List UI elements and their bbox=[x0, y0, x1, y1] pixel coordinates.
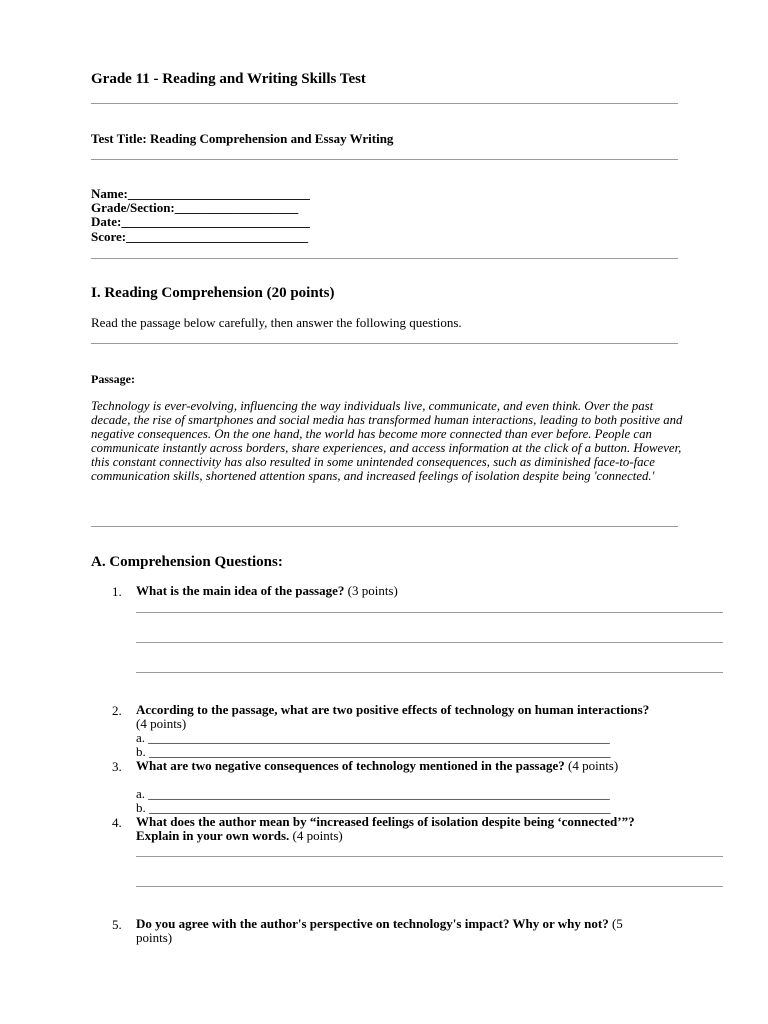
answer-line[interactable] bbox=[136, 856, 723, 857]
answer-line[interactable] bbox=[136, 642, 723, 643]
divider bbox=[91, 103, 678, 104]
question-2 bbox=[136, 703, 651, 731]
question-4 bbox=[136, 815, 636, 843]
answer-line[interactable] bbox=[136, 612, 723, 613]
section-heading: I. Reading Comprehension (20 points) bbox=[91, 285, 335, 301]
question-3 bbox=[136, 759, 656, 773]
answer-option-a[interactable]: a. _______________________________________________________________________ bbox=[136, 730, 610, 745]
document-title: Grade 11 - Reading and Writing Skills Test bbox=[91, 71, 366, 87]
question-number: 5. bbox=[112, 917, 122, 932]
divider bbox=[91, 343, 678, 344]
score-field[interactable]: Score:____________________________ bbox=[91, 229, 309, 244]
question-points: (4 points) bbox=[292, 828, 343, 843]
question-text: According to the passage, what are two positive effects of technology on human interactions? bbox=[136, 702, 650, 717]
answer-option-b[interactable]: b. _______________________________________________________________________ bbox=[136, 744, 611, 759]
answer-option-b[interactable]: b. _______________________________________________________________________ bbox=[136, 800, 611, 815]
question-text: What is the main idea of the passage? bbox=[136, 583, 345, 598]
passage-text: Technology is ever-evolving, influencing the way individuals live, communicate, and even think. Over the past decade, the rise of smartphones and social media has transformed human interactions, leading to both positive and negative consequences. On the one hand, the world has become more connected than ever before. People can communicate instantly across borders, share experiences, and access information at the click of a button. However, this constant connectivity has also resulted in some unintended consequences, such as diminished face-to-face communication skills, shortened attention spans, and increased feelings of isolation despite being 'connected.' bbox=[91, 399, 683, 484]
grade-section-field[interactable]: Grade/Section:___________________ bbox=[91, 200, 299, 215]
question-number: 3. bbox=[112, 759, 122, 774]
passage-label: Passage: bbox=[91, 372, 135, 386]
question-number: 4. bbox=[112, 815, 122, 830]
question-1 bbox=[136, 584, 676, 598]
question-points: (4 points) bbox=[568, 758, 619, 773]
instructions: Read the passage below carefully, then answer the following questions. bbox=[91, 315, 462, 330]
question-number: 1. bbox=[112, 584, 122, 599]
question-points: (5 points) bbox=[136, 916, 623, 945]
question-points: (4 points) bbox=[136, 716, 187, 731]
question-number: 2. bbox=[112, 703, 122, 718]
comprehension-heading: A. Comprehension Questions: bbox=[91, 554, 283, 570]
test-title: Test Title: Reading Comprehension and Essay Writing bbox=[91, 131, 394, 146]
answer-line[interactable] bbox=[136, 886, 723, 887]
divider bbox=[91, 258, 678, 259]
divider bbox=[91, 159, 678, 160]
question-text: Do you agree with the author's perspective on technology's impact? Why or why not? bbox=[136, 916, 609, 931]
date-field[interactable]: Date:_____________________________ bbox=[91, 214, 310, 229]
question-text: What are two negative consequences of technology mentioned in the passage? bbox=[136, 758, 565, 773]
question-5 bbox=[136, 917, 661, 945]
divider bbox=[91, 526, 678, 527]
answer-line[interactable] bbox=[136, 672, 723, 673]
name-field[interactable]: Name:____________________________ bbox=[91, 186, 310, 201]
answer-option-a[interactable]: a. _______________________________________________________________________ bbox=[136, 786, 610, 801]
question-points: (3 points) bbox=[347, 583, 398, 598]
question-text: What does the author mean by “increased feelings of isolation despite being ‘connected’”? Explain in your own words. bbox=[136, 814, 635, 843]
